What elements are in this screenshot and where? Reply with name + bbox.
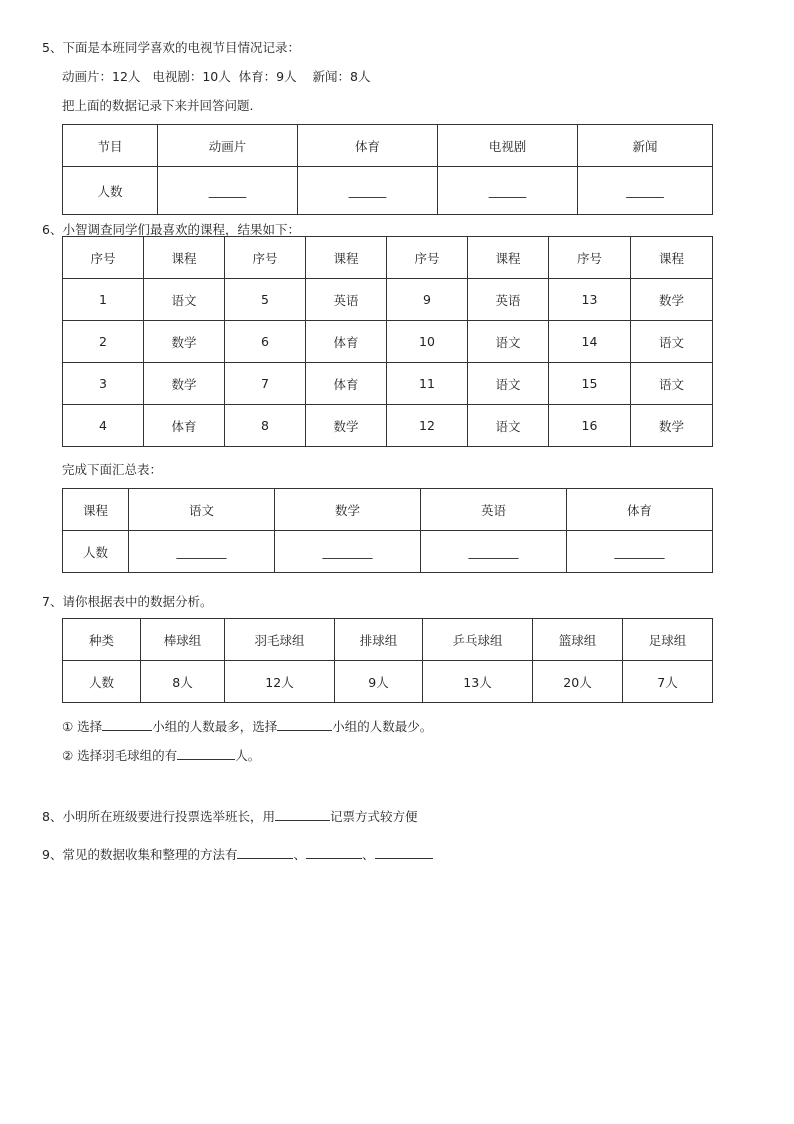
q6-cell: 10	[387, 321, 468, 363]
q6-header-cell: 课程	[468, 237, 549, 279]
q6-cell: 7	[225, 363, 306, 405]
q5-title: 5、下面是本班同学喜欢的电视节目情况记录：	[42, 40, 300, 55]
q6-cell: 6	[225, 321, 306, 363]
q6-cell: 英语	[306, 279, 387, 321]
q5-table	[62, 124, 713, 215]
q6-cell: 体育	[144, 405, 225, 447]
q6-data-row	[63, 405, 713, 447]
q7-sub2	[62, 746, 260, 764]
q6-cell: 1	[63, 279, 144, 321]
q6-table	[62, 236, 713, 447]
q8-text: 记票方式较方便	[329, 809, 418, 824]
q6-header-cell: 课程	[306, 237, 387, 279]
answer-blank[interactable]: ________	[614, 544, 665, 559]
q9-text: 9、常见的数据收集和整理的方法有	[42, 847, 238, 862]
q6-cell: 英语	[468, 279, 549, 321]
q6-cell: 9	[387, 279, 468, 321]
q6-summary-title: 完成下面汇总表：	[62, 462, 163, 477]
q6-data-row	[63, 321, 713, 363]
answer-blank[interactable]: ________	[468, 544, 519, 559]
q6-cell: 数学	[144, 363, 225, 405]
q7-header-cell: 棒球组	[141, 619, 225, 661]
answer-blank[interactable]: ______	[626, 183, 664, 198]
q7-sub1-text: 小组的人数最少。	[332, 719, 433, 734]
q5-header-cell: 电视剧	[438, 125, 578, 167]
answer-blank[interactable]	[306, 847, 362, 859]
q9	[42, 845, 433, 863]
q7-sub2-text: ② 选择羽毛球组的有	[62, 748, 178, 763]
q7-values-row	[63, 661, 713, 703]
q6-header-cell: 序号	[225, 237, 306, 279]
q6-header-cell: 课程	[631, 237, 713, 279]
answer-blank[interactable]: ______	[208, 183, 247, 198]
answer-blank[interactable]	[375, 847, 433, 859]
summary-header-cell: 体育	[567, 489, 713, 531]
summary-header-cell: 数学	[275, 489, 421, 531]
q6-cell: 16	[549, 405, 631, 447]
answer-blank[interactable]	[102, 719, 152, 731]
q6-header-cell: 课程	[144, 237, 225, 279]
q6-cell: 8	[225, 405, 306, 447]
q5-blank-cell[interactable]	[158, 167, 298, 215]
q7-header-row	[63, 619, 713, 661]
q7-header-cell: 羽毛球组	[225, 619, 335, 661]
q6-cell: 语文	[631, 321, 713, 363]
q6-data-row	[63, 279, 713, 321]
q6-cell: 语文	[468, 321, 549, 363]
q7-table	[62, 618, 713, 703]
q6-cell: 语文	[468, 363, 549, 405]
q5-instruction: 把上面的数据记录下来并回答问题.	[62, 98, 254, 113]
q7-title: 7、请你根据表中的数据分析。	[42, 594, 213, 609]
summary-blank-cell[interactable]	[567, 531, 713, 573]
q6-cell: 11	[387, 363, 468, 405]
q6-cell: 语文	[631, 363, 713, 405]
summary-count-row	[63, 531, 713, 573]
q6-cell: 3	[63, 363, 144, 405]
q5-blank-cell[interactable]	[298, 167, 438, 215]
q6-cell: 数学	[306, 405, 387, 447]
q7-value-cell: 7人	[623, 661, 713, 703]
answer-blank[interactable]	[277, 719, 332, 731]
summary-header-cell: 课程	[63, 489, 129, 531]
q7-value-cell: 13人	[423, 661, 533, 703]
q6-cell: 体育	[306, 321, 387, 363]
q7-value-cell: 8人	[141, 661, 225, 703]
q9-separator: 、	[361, 847, 375, 862]
q6-header-cell: 序号	[549, 237, 631, 279]
q6-cell: 15	[549, 363, 631, 405]
q6-cell: 体育	[306, 363, 387, 405]
q7-value-cell: 人数	[63, 661, 141, 703]
q6-cell: 12	[387, 405, 468, 447]
q5-header-cell: 动画片	[158, 125, 298, 167]
q5-header-cell: 节目	[63, 125, 158, 167]
q9-separator: 、	[293, 847, 306, 862]
q7-value-cell: 20人	[533, 661, 623, 703]
q6-cell: 14	[549, 321, 631, 363]
answer-blank[interactable]	[177, 748, 235, 760]
q6-cell: 语文	[144, 279, 225, 321]
q6-data-row	[63, 363, 713, 405]
q6-title: 6、小智调查同学们最喜欢的课程，结果如下：	[42, 222, 300, 237]
q5-header-cell: 新闻	[578, 125, 713, 167]
q5-record: 动画片：12人 电视剧：10人 体育：9人 新闻：8人	[62, 69, 371, 84]
q6-cell: 13	[549, 279, 631, 321]
q7-header-cell: 篮球组	[533, 619, 623, 661]
q7-sub1	[62, 717, 432, 735]
q5-blank-cell[interactable]	[578, 167, 713, 215]
summary-header-cell: 语文	[129, 489, 275, 531]
answer-blank[interactable]: ______	[348, 183, 387, 198]
q5-header-cell: 体育	[298, 125, 438, 167]
q7-sub1-text: ① 选择	[62, 719, 103, 734]
q7-value-cell: 12人	[225, 661, 335, 703]
q6-cell: 2	[63, 321, 144, 363]
q6-cell: 数学	[631, 405, 713, 447]
summary-header-cell: 英语	[421, 489, 567, 531]
q6-cell: 数学	[631, 279, 713, 321]
q7-header-cell: 足球组	[623, 619, 713, 661]
summary-row-label: 人数	[63, 531, 129, 573]
q6-cell: 5	[225, 279, 306, 321]
q7-header-cell: 乒乓球组	[423, 619, 533, 661]
q6-cell: 4	[63, 405, 144, 447]
q6-summary-table	[62, 488, 713, 573]
summary-blank-cell[interactable]	[275, 531, 421, 573]
q6-cell: 数学	[144, 321, 225, 363]
q7-header-cell: 种类	[63, 619, 141, 661]
q8-text: 8、小明所在班级要进行投票选举班长，用	[42, 809, 275, 824]
q6-header-row	[63, 237, 713, 279]
q6-header-cell: 序号	[63, 237, 144, 279]
q5-row-label: 人数	[63, 167, 158, 215]
q5-count-row	[63, 167, 713, 215]
summary-blank-cell[interactable]	[421, 531, 567, 573]
q5-blank-cell[interactable]	[438, 167, 578, 215]
summary-header-row	[63, 489, 713, 531]
answer-blank[interactable]: ______	[488, 183, 527, 198]
answer-blank[interactable]	[275, 809, 330, 821]
answer-blank[interactable]: ________	[176, 544, 227, 559]
q8	[42, 807, 417, 825]
q6-header-cell: 序号	[387, 237, 468, 279]
q5-header-row	[63, 125, 713, 167]
answer-blank[interactable]: ________	[322, 544, 373, 559]
q7-value-cell: 9人	[335, 661, 423, 703]
answer-blank[interactable]	[237, 847, 293, 859]
q7-sub2-text: 人。	[235, 748, 261, 763]
q7-header-cell: 排球组	[335, 619, 423, 661]
q7-sub1-text: 小组的人数最多，选择	[152, 719, 278, 734]
q6-cell: 语文	[468, 405, 549, 447]
summary-blank-cell[interactable]	[129, 531, 275, 573]
